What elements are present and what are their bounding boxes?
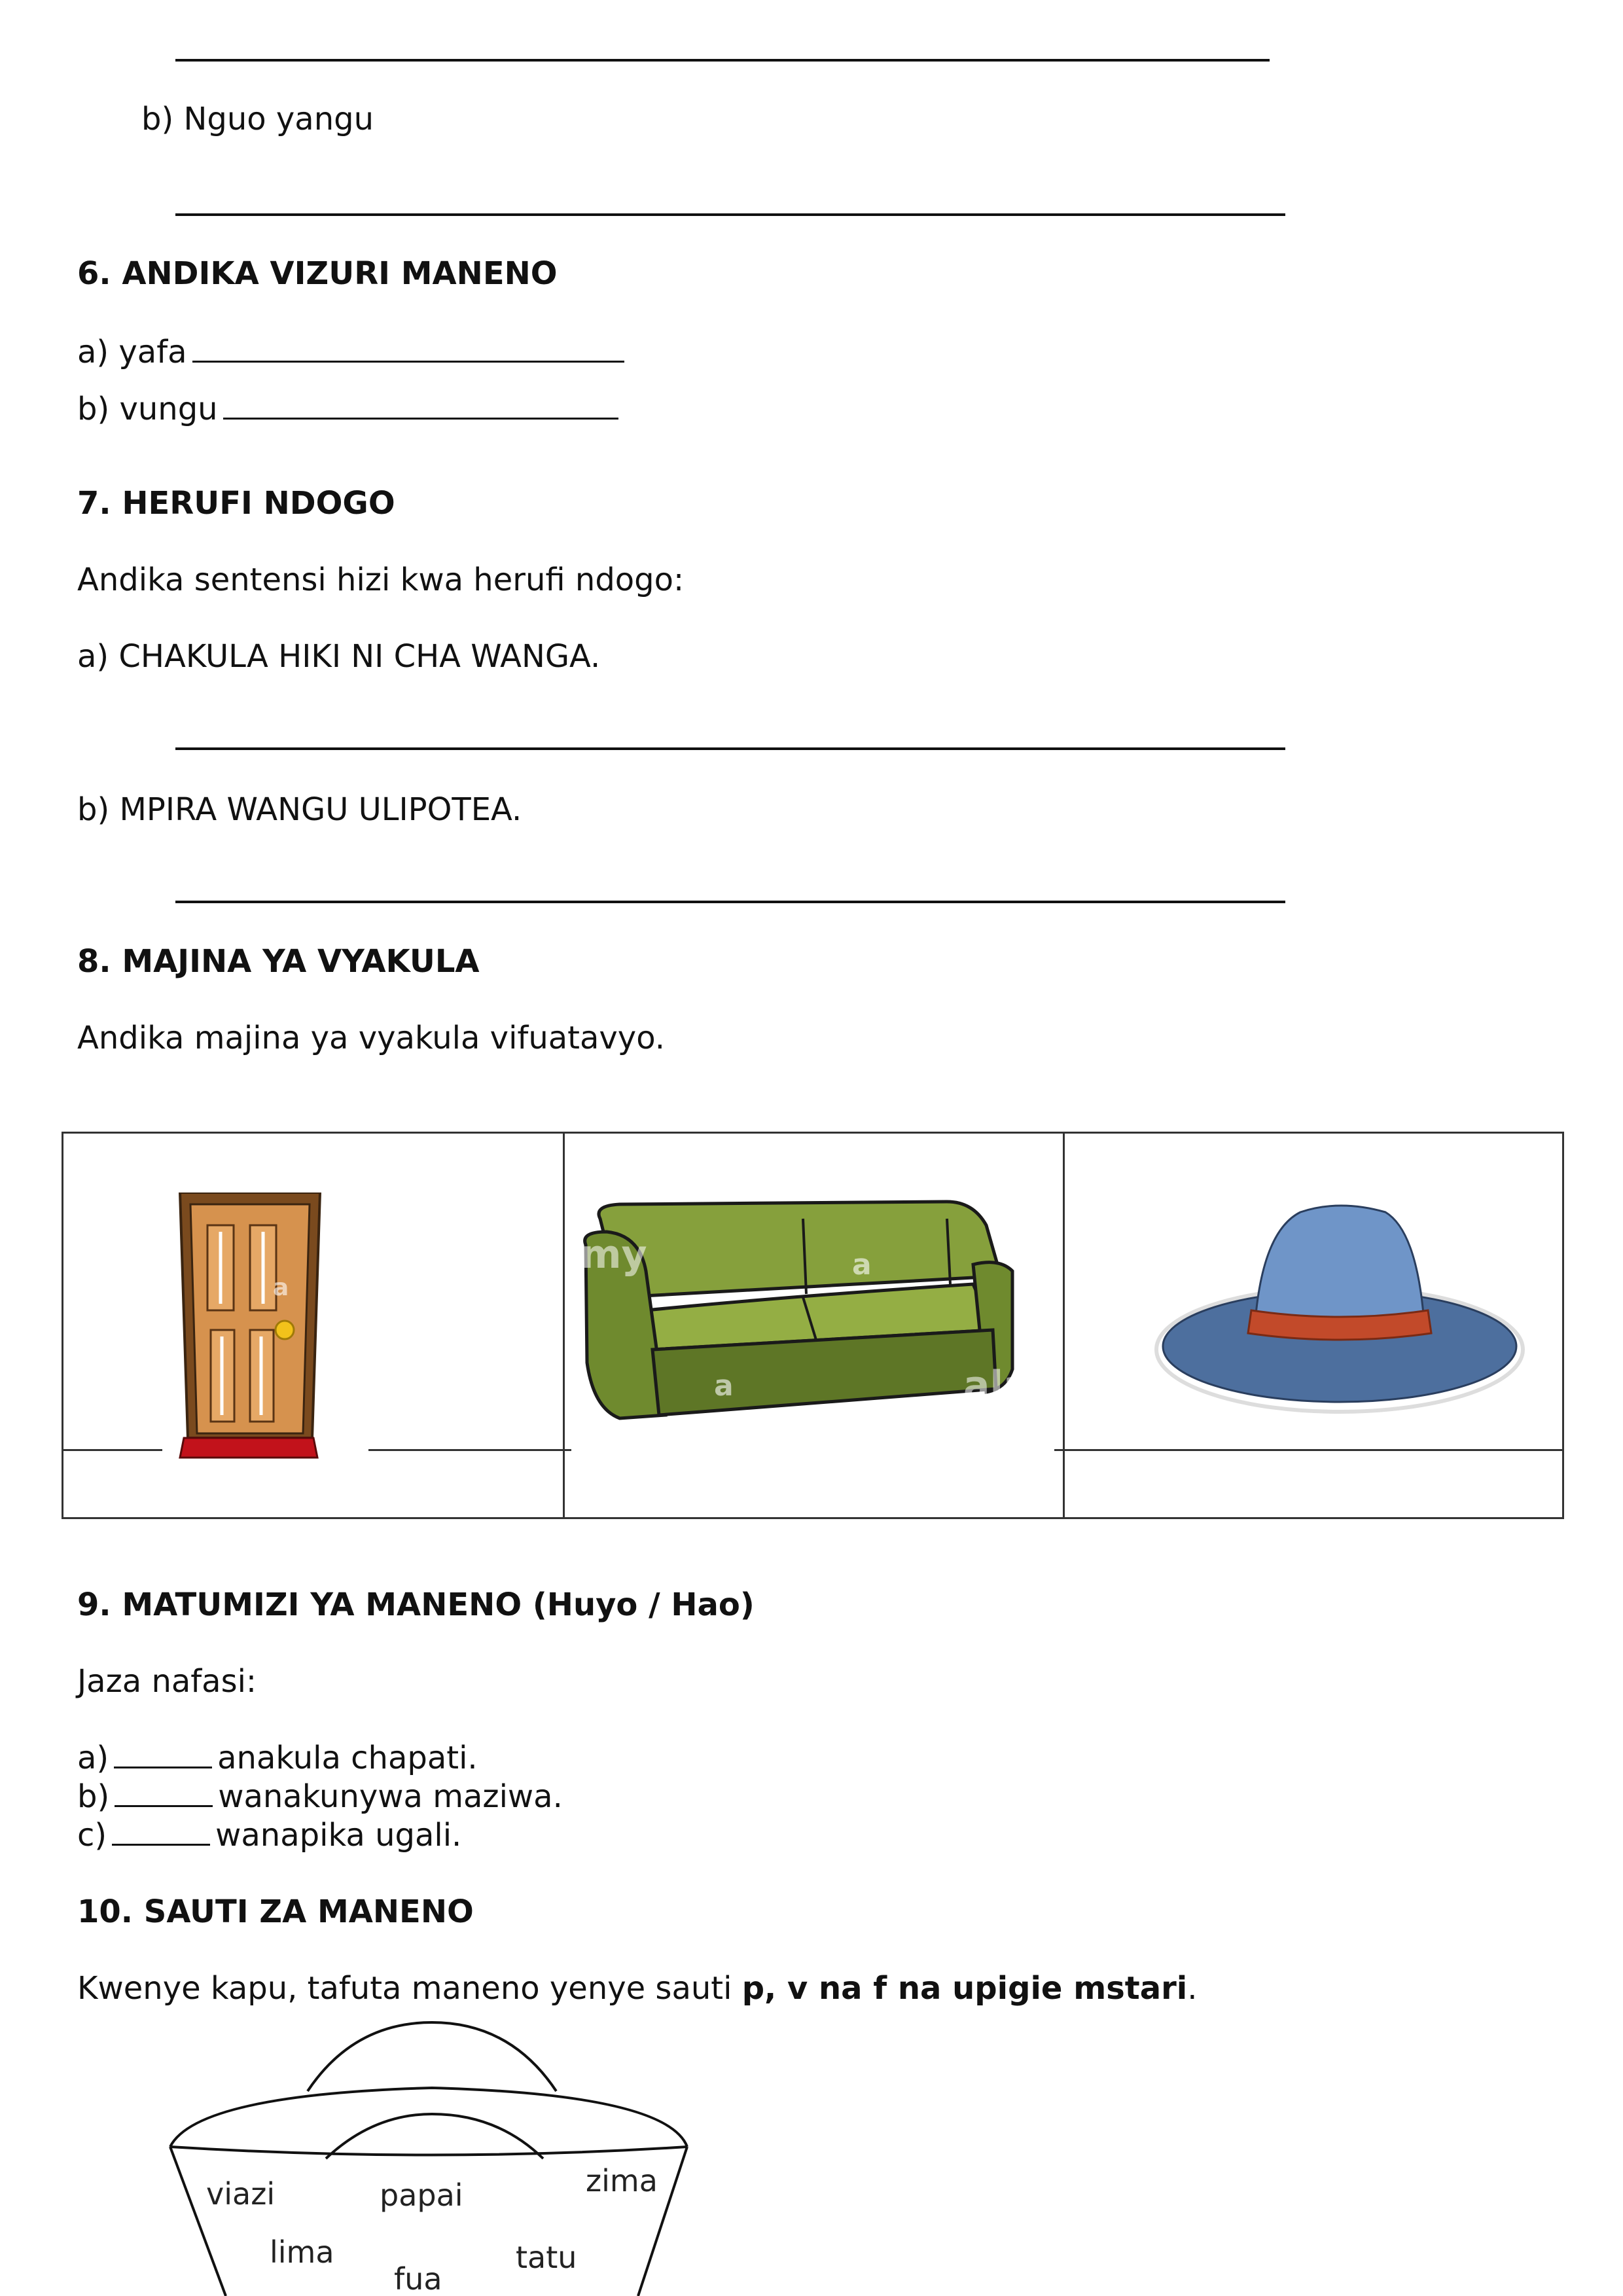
q9-item-c-text: wanapika ugali. bbox=[215, 1817, 462, 1854]
sofa-icon bbox=[580, 1199, 1026, 1435]
answer-blank-9b[interactable] bbox=[115, 1776, 213, 1807]
basket-word[interactable]: lima bbox=[270, 2234, 334, 2270]
q10-instruction-plain: Kwenye kapu, tafuta maneno yenye sauti bbox=[77, 1970, 742, 2007]
q6-item-a bbox=[77, 332, 630, 370]
door-icon bbox=[175, 1193, 325, 1461]
table-divider-1 bbox=[563, 1134, 565, 1517]
q9-item-c bbox=[77, 1815, 461, 1854]
q9-item-b-prefix: b) bbox=[77, 1778, 110, 1815]
basket-word[interactable]: zima bbox=[586, 2163, 658, 2198]
watermark-text: my bbox=[580, 1232, 647, 1278]
table-divider-2 bbox=[1063, 1134, 1065, 1517]
watermark-text: ala bbox=[963, 1363, 1030, 1408]
answer-line-5a[interactable] bbox=[175, 59, 1270, 62]
answer-blank-9a[interactable] bbox=[114, 1738, 212, 1768]
q9-item-b-text: wanakunywa maziwa. bbox=[218, 1778, 563, 1815]
q6-item-b-label: b) vungu bbox=[77, 391, 218, 427]
watermark-text: a bbox=[714, 1369, 734, 1403]
table-row-line bbox=[368, 1449, 571, 1451]
q7-instruction: Andika sentensi hizi kwa herufi ndogo: bbox=[77, 562, 685, 598]
q6-heading: 6. ANDIKA VIZURI MANENO bbox=[77, 255, 558, 292]
q9-item-c-prefix: c) bbox=[77, 1817, 107, 1854]
answer-blank-6a[interactable] bbox=[192, 332, 624, 363]
answer-line-7a[interactable] bbox=[175, 747, 1285, 750]
q9-item-b bbox=[77, 1776, 563, 1815]
answer-line-7b[interactable] bbox=[175, 901, 1285, 903]
picture-table bbox=[62, 1132, 1564, 1519]
q9-instruction: Jaza nafasi: bbox=[77, 1663, 257, 1700]
q7-heading: 7. HERUFI NDOGO bbox=[77, 485, 395, 522]
basket-word[interactable]: tatu bbox=[516, 2240, 577, 2275]
watermark-text: a bbox=[852, 1248, 872, 1282]
table-row-line bbox=[1054, 1449, 1564, 1451]
q9-item-a bbox=[77, 1738, 478, 1776]
q8-heading: 8. MAJINA YA VYAKULA bbox=[77, 943, 480, 980]
hat-icon bbox=[1150, 1199, 1529, 1422]
q10-heading: 10. SAUTI ZA MANENO bbox=[77, 1893, 474, 1930]
table-row-line bbox=[63, 1449, 162, 1451]
answer-line-5b[interactable] bbox=[175, 213, 1285, 216]
q10-instruction-end: . bbox=[1187, 1970, 1198, 2007]
basket-icon bbox=[157, 2016, 694, 2296]
q10-instruction-bold: p, v na f na upigie mstari bbox=[741, 1970, 1188, 2007]
basket-word[interactable]: viazi bbox=[206, 2176, 276, 2212]
q5-item-b: b) Nguo yangu bbox=[141, 101, 374, 137]
basket-word[interactable]: fua bbox=[394, 2261, 442, 2296]
answer-blank-9c[interactable] bbox=[112, 1815, 210, 1846]
q9-heading: 9. MATUMIZI YA MANENO (Huyo / Hao) bbox=[77, 1587, 755, 1623]
q9-item-a-prefix: a) bbox=[77, 1740, 109, 1776]
q10-instruction bbox=[77, 1970, 1198, 2007]
q9-item-a-text: anakula chapati. bbox=[217, 1740, 478, 1776]
answer-blank-6b[interactable] bbox=[223, 389, 618, 420]
q8-instruction: Andika majina ya vyakula vifuatavyo. bbox=[77, 1020, 665, 1056]
q6-item-b bbox=[77, 389, 624, 427]
q7-item-b: b) MPIRA WANGU ULIPOTEA. bbox=[77, 791, 522, 828]
q7-item-a: a) CHAKULA HIKI NI CHA WANGA. bbox=[77, 638, 601, 675]
basket-word[interactable]: papai bbox=[380, 2178, 463, 2213]
watermark-text: a bbox=[273, 1274, 289, 1301]
q6-item-a-label: a) yafa bbox=[77, 334, 187, 370]
